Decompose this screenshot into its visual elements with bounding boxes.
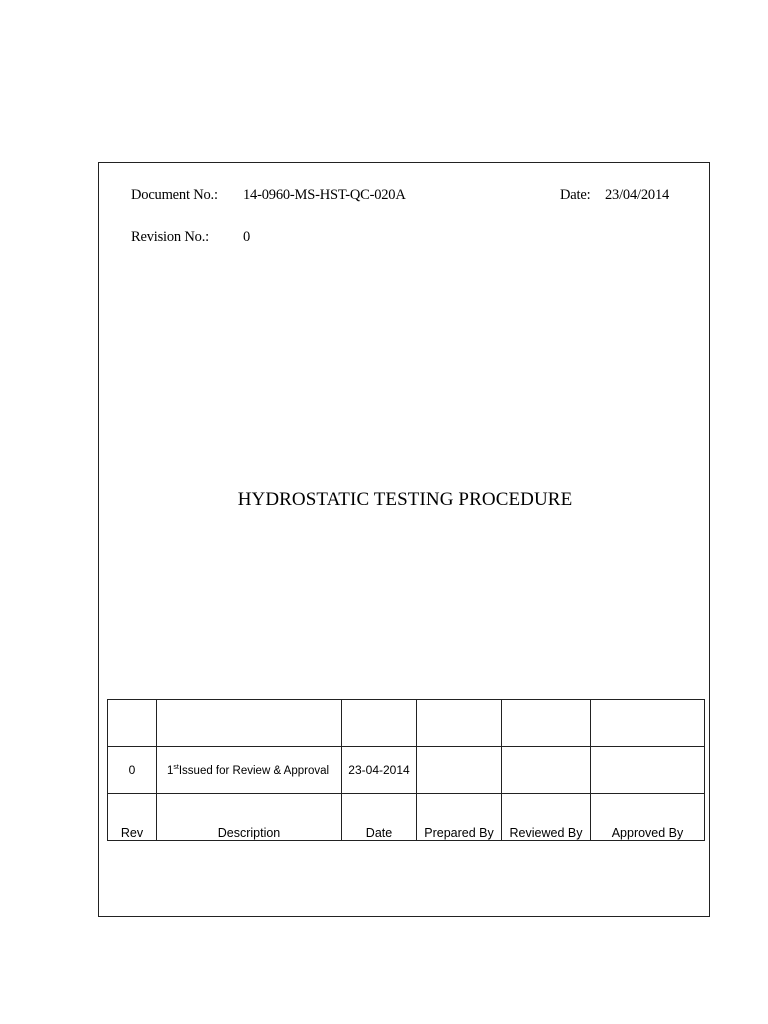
description-cell: [157, 700, 342, 747]
date-label: Date:: [560, 187, 591, 203]
rev-cell: [108, 700, 157, 747]
column-header-date: Date: [342, 794, 417, 841]
prepared-by-cell: [417, 700, 502, 747]
reviewed-by-cell: [502, 747, 591, 794]
column-header-reviewed-by: Reviewed By: [502, 794, 591, 841]
table-row: [108, 747, 705, 794]
column-header-description: Description: [157, 794, 342, 841]
column-header-rev: Rev: [108, 794, 157, 841]
document-title: HYDROSTATIC TESTING PROCEDURE: [237, 489, 573, 510]
table-header-row: [108, 794, 705, 841]
revision-no-label: Revision No.:: [131, 229, 209, 245]
approved-by-cell: [591, 747, 705, 794]
prepared-by-cell: [417, 747, 502, 794]
column-header-prepared-by: Prepared By: [417, 794, 502, 841]
cover-page-frame: [98, 162, 710, 917]
rev-cell: 0: [108, 747, 157, 794]
date-value: 23/04/2014: [605, 187, 670, 203]
description-text: Issued for Review & Approval: [178, 765, 330, 777]
column-header-approved-by: Approved By: [591, 794, 705, 841]
revision-table: [107, 699, 705, 841]
date-cell: 23-04-2014: [342, 747, 417, 794]
document-no-value: 14-0960-MS-HST-QC-020A: [243, 187, 406, 203]
description-ordinal: 1: [167, 765, 174, 777]
approved-by-cell: [591, 700, 705, 747]
date-cell: [342, 700, 417, 747]
document-no-label: Document No.:: [131, 187, 218, 203]
revision-no-value: 0: [243, 229, 251, 245]
table-row: [108, 700, 705, 747]
description-ordinal-suffix: st: [173, 764, 179, 772]
reviewed-by-cell: [502, 700, 591, 747]
description-cell: [157, 747, 342, 794]
